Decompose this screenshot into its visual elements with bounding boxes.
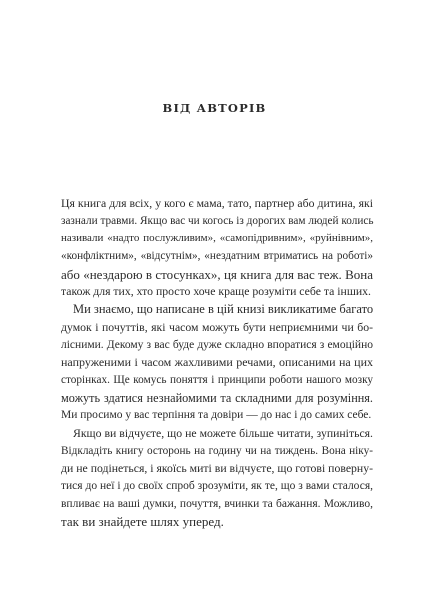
text-line: ди не подінеться, і якоїсь миті ви відчуєте, що готові поверну-	[61, 462, 373, 476]
body-text	[61, 195, 373, 531]
text-line: Якщо ви відчуєте, що не можете більше читати, зупиніться.	[73, 426, 373, 440]
text-line: можуть здатися незнайомими та складними для розуміння.	[61, 390, 373, 405]
text-line: напруженими і часом жахливими речами, описаними на цих	[61, 355, 373, 370]
text-line: або «нездарою в стосунках», ця книга для вас теж. Вона	[61, 266, 373, 282]
text-line: Ми просимо у вас терпіння та довіри — до нас і до самих себе.	[61, 409, 372, 422]
text-line: сторінках. Ще комусь поняття і принципи роботи нашого мозку	[61, 373, 373, 386]
text-line: лісними. Декому з вас буде дуже складно впоратися з емоційно	[61, 338, 373, 351]
text-line: так ви знайдете шлях уперед.	[61, 514, 224, 530]
text-line: зазнали травми. Якщо вас чи когось із дорогих вам людей колись	[61, 214, 374, 227]
text-line: «конфліктним», «відсутнім», «нездатним втриматись на роботі»	[61, 250, 373, 263]
text-line: впливає на ваші думки, почуття, вчинки та бажання. Можливо,	[61, 497, 373, 510]
text-line: тися до неї і до своїх спроб зрозуміти, як те, що з вами сталося,	[61, 480, 373, 492]
text-line: Ця книга для всіх, у кого є мама, тато, партнер або дитина, які	[61, 197, 373, 210]
text-line: Ми знаємо, що написане в цій книзі викликатиме багато	[73, 302, 374, 317]
text-line: думок і почуттів, які часом можуть бути неприємними чи бо-	[61, 320, 373, 334]
text-line: називали «надто послужливим», «самопідривним», «руйнівним»,	[61, 232, 373, 245]
text-line: також для тих, хто просто хоче краще розуміти себе та інших.	[61, 285, 371, 299]
text-line: Відкладіть книгу осторонь на годину чи на тиждень. Вона ніку-	[61, 444, 373, 457]
page-title: ВІД АВТОРІВ	[162, 101, 267, 115]
